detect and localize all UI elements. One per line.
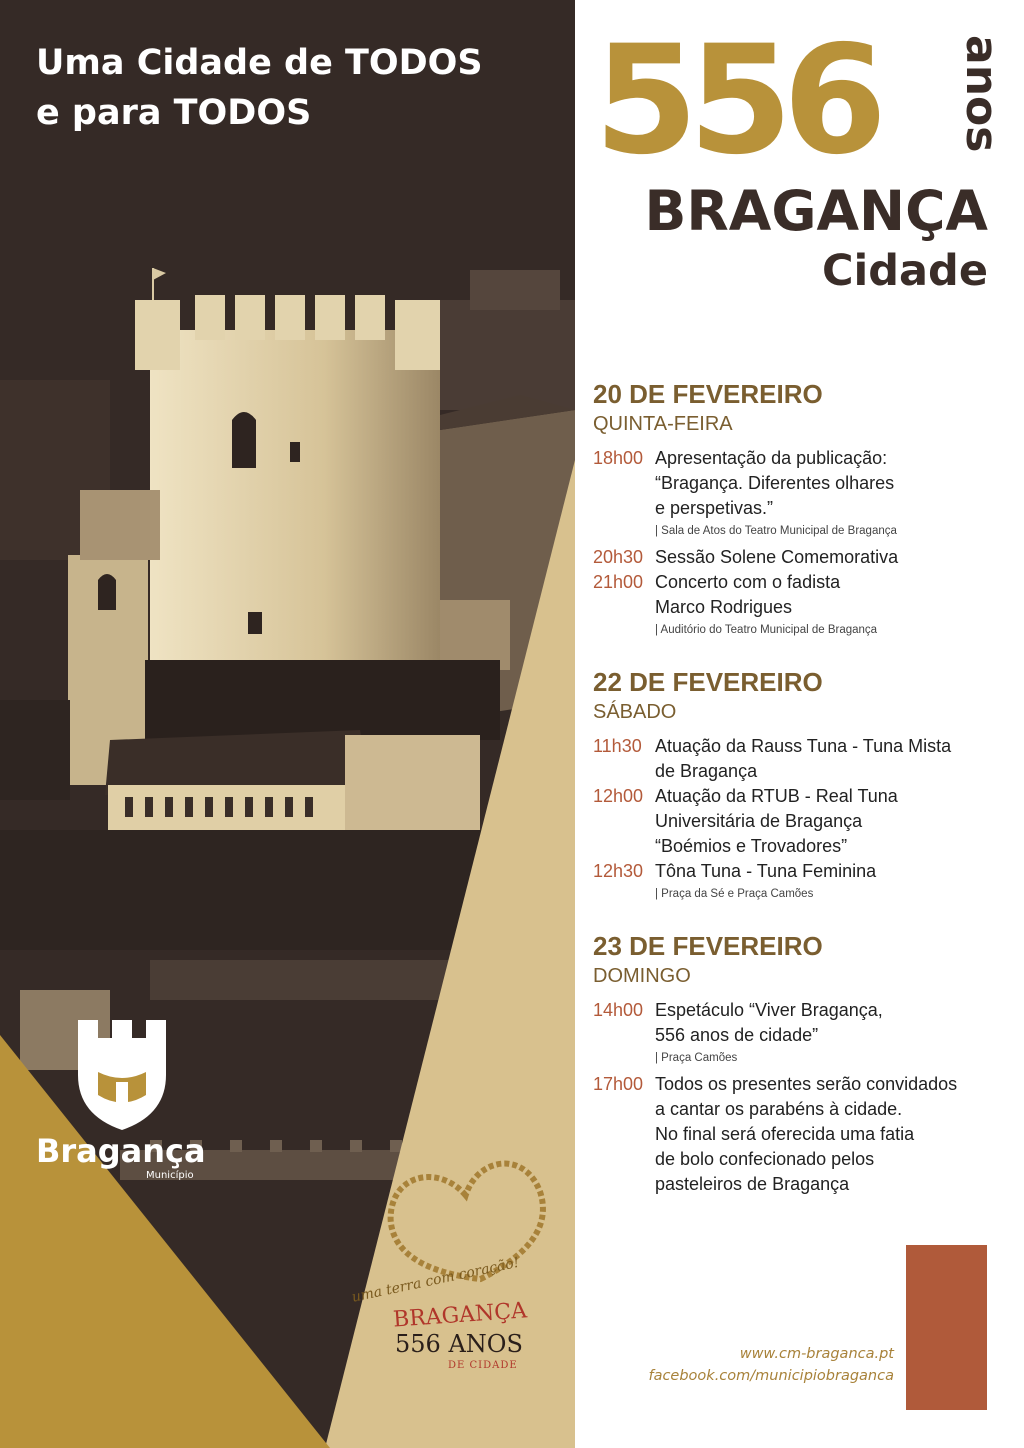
day-date: 22 DE FEVEREIRO xyxy=(593,667,823,697)
event-description xyxy=(655,446,894,521)
event-description-line: No final será oferecida uma fatia xyxy=(655,1124,915,1144)
event-time: 17h00 xyxy=(593,1074,644,1094)
event-time: 11h30 xyxy=(593,736,642,756)
event-description-line: Atuação da RTUB - Real Tuna xyxy=(655,786,898,806)
event-description-line: 556 anos de cidade” xyxy=(655,1025,819,1045)
program-schedule xyxy=(593,378,993,1225)
event-description-line: Apresentação da publicação: xyxy=(655,448,888,468)
event-description-line: e perspetivas.” xyxy=(655,498,774,518)
event-description-line: Concerto com o fadista xyxy=(655,572,841,592)
program-day xyxy=(593,666,993,902)
event-description-line: Espetáculo “Viver Bragança, xyxy=(655,1000,883,1020)
event-description xyxy=(655,545,898,570)
event-description-line: Tôna Tuna - Tuna Feminina xyxy=(655,861,877,881)
facebook-link[interactable]: facebook.com/municipiobraganca xyxy=(648,1368,894,1384)
city-name: BRAGANÇA xyxy=(644,179,988,243)
program-day xyxy=(593,378,993,638)
day-weekday: SÁBADO xyxy=(593,701,677,723)
event-description-line: Marco Rodrigues xyxy=(655,597,793,617)
badge-years: 556 ANOS xyxy=(395,1330,523,1358)
event-time: 21h00 xyxy=(593,572,644,592)
event-venue: | Auditório do Teatro Municipal de Bragança xyxy=(655,624,878,636)
slogan xyxy=(36,38,483,138)
event-description-line: Atuação da Rauss Tuna - Tuna Mista xyxy=(655,736,952,756)
event-row xyxy=(593,545,993,570)
event-description xyxy=(655,734,951,784)
day-date: 23 DE FEVEREIRO xyxy=(593,931,823,961)
event-description xyxy=(655,784,898,859)
event-description xyxy=(655,859,876,884)
accent-bar xyxy=(906,1245,987,1410)
logo-sub: Município xyxy=(146,1170,194,1181)
tower-icon xyxy=(78,1020,166,1130)
badge-city: BRAGANÇA xyxy=(392,1298,528,1333)
event-description xyxy=(655,1072,957,1197)
event-time: 14h00 xyxy=(593,1000,644,1020)
event-description-line: Universitária de Bragança xyxy=(655,811,863,831)
event-venue: | Praça Camões xyxy=(655,1052,738,1064)
day-weekday: QUINTA-FEIRA xyxy=(593,413,733,435)
logo-name: Bragança xyxy=(36,1132,206,1170)
event-description-line: de bolo confecionado pelos xyxy=(655,1149,875,1169)
event-time: 12h30 xyxy=(593,861,644,881)
website-link[interactable]: www.cm-braganca.pt xyxy=(739,1346,894,1362)
event-time: 20h30 xyxy=(593,547,644,567)
event-venue: | Praça da Sé e Praça Camões xyxy=(655,888,814,900)
event-description-line: a cantar os parabéns à cidade. xyxy=(655,1099,903,1119)
badge-sub: DE CIDADE xyxy=(448,1360,518,1371)
city-subtitle: Cidade xyxy=(821,246,988,296)
event-venue: | Sala de Atos do Teatro Municipal de Bragança xyxy=(655,525,897,537)
castle-keep xyxy=(150,330,440,660)
day-date: 20 DE FEVEREIRO xyxy=(593,379,823,409)
anniversary-number: 556 xyxy=(594,14,878,188)
event-row xyxy=(593,446,993,521)
event-row xyxy=(593,859,993,884)
event-row xyxy=(593,784,993,859)
anniversary-years-word: anos xyxy=(956,35,1007,153)
event-row xyxy=(593,1072,993,1197)
event-description-line: Sessão Solene Comemorativa xyxy=(655,547,899,567)
event-description-line: Todos os presentes serão convidados xyxy=(655,1074,958,1094)
event-description-line: de Bragança xyxy=(655,761,758,781)
badge-tagline: uma terra com coração! xyxy=(350,1254,521,1306)
slogan-line-1: Uma Cidade de TODOS xyxy=(36,43,483,83)
event-description-line: pasteleiros de Bragança xyxy=(655,1174,850,1194)
program-day xyxy=(593,930,993,1197)
day-weekday: DOMINGO xyxy=(593,965,691,987)
event-description xyxy=(655,998,883,1048)
event-description xyxy=(655,570,840,620)
slogan-line-2: e para TODOS xyxy=(36,93,312,133)
event-description-line: “Boémios e Trovadores” xyxy=(655,836,848,856)
event-description-line: “Bragança. Diferentes olhares xyxy=(655,473,895,493)
event-row xyxy=(593,734,993,784)
footer xyxy=(648,1343,894,1387)
event-time: 18h00 xyxy=(593,448,644,468)
event-time: 12h00 xyxy=(593,786,644,806)
event-row xyxy=(593,998,993,1048)
event-row xyxy=(593,570,993,620)
